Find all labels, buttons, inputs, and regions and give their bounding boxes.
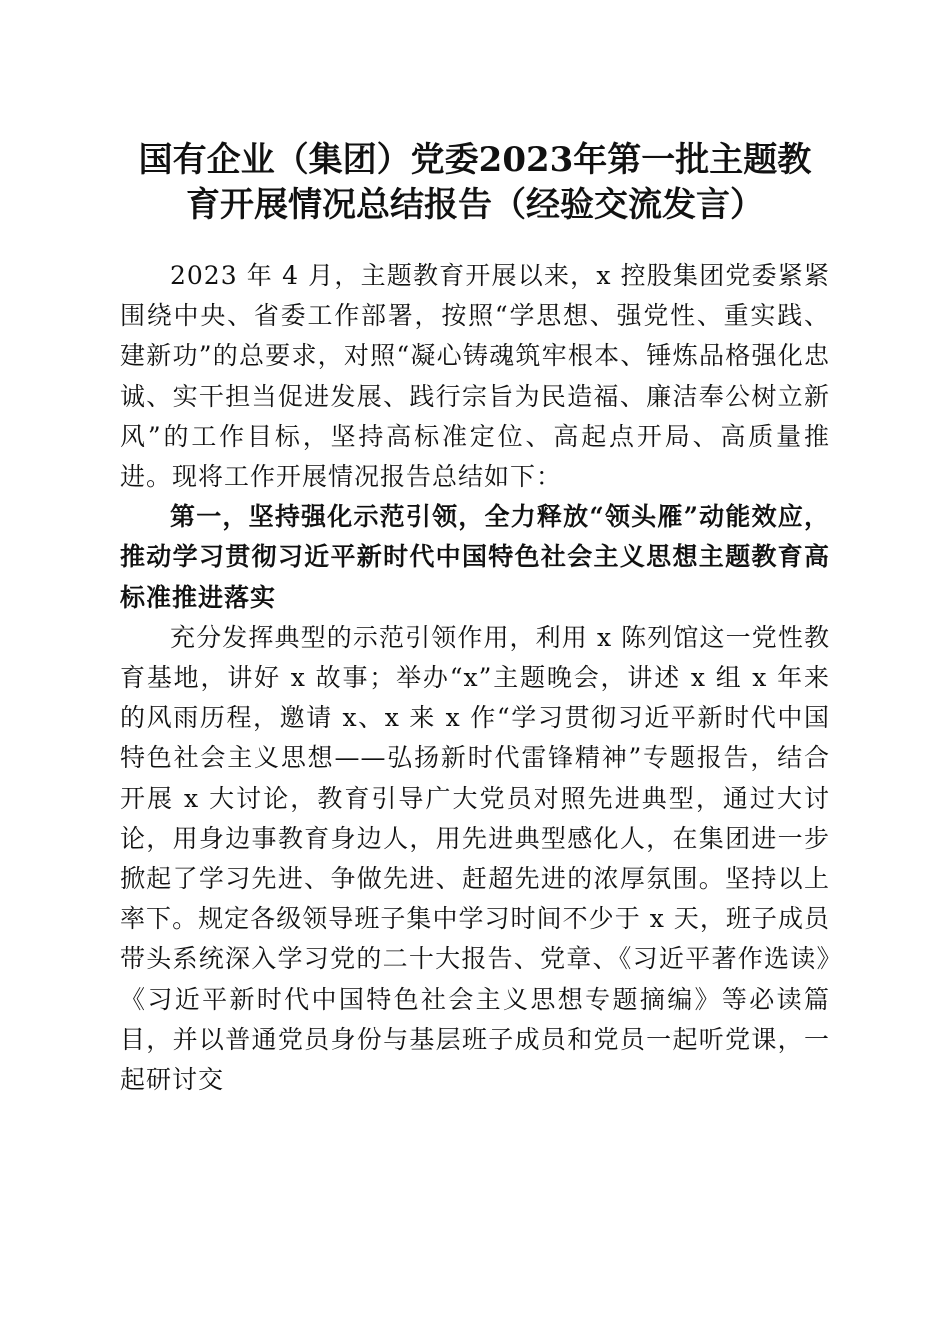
body-paragraph-1: 充分发挥典型的示范引领作用，利用 x 陈列馆这一党性教育基地，讲好 x 故事；举办“x”主题晚会，讲述 x 组 x 年来的风雨历程，邀请 x、x 来 x 作“学习贯彻习近平新时代中国特色社会主义思想——弘扬新时代雷锋精神”专题报告，结合开展 x 大讨论，教育引导广大党员对照先进典型，通过大讨论，用身边事教育身边人，用先进典型感化人，在集团进一步掀起了学习先进、争做先进、赶超先进的浓厚氛围。坚持以上率下。规定各级领导班子集中学习时间不少于 x 天，班子成员带头系统深入学习党的二十大报告、党章、《习近平著作选读》《习近平新时代中国特色社会主义思想专题摘编》等必读篇目，并以普通党员身份与基层班子成员和党员一起听党课，一起研讨交 [120,622,830,1095]
document-body [120,256,830,1100]
title-line-1: 国有企业（集团）党委2023年第一批主题教 [138,140,812,180]
intro-paragraph: 2023 年 4 月，主题教育开展以来，x 控股集团党委紧紧围绕中央、省委工作部署，按照“学思想、强党性、重实践、建新功”的总要求，对照“凝心铸魂筑牢根本、锤炼品格强化忠诚、实干担当促进发展、践行宗旨为民造福、廉洁奉公树立新风”的工作目标，坚持高标准定位、高起点开局、高质量推进。现将工作开展情况报告总结如下： [120,261,830,492]
document-title [110,138,840,228]
title-line-2: 育开展情况总结报告（经验交流发言） [186,185,764,225]
section-heading-1: 第一，坚持强化示范引领，全力释放“领头雁”动能效应，推动学习贯彻习近平新时代中国特色社会主义思想主题教育高标准推进落实 [120,502,830,612]
